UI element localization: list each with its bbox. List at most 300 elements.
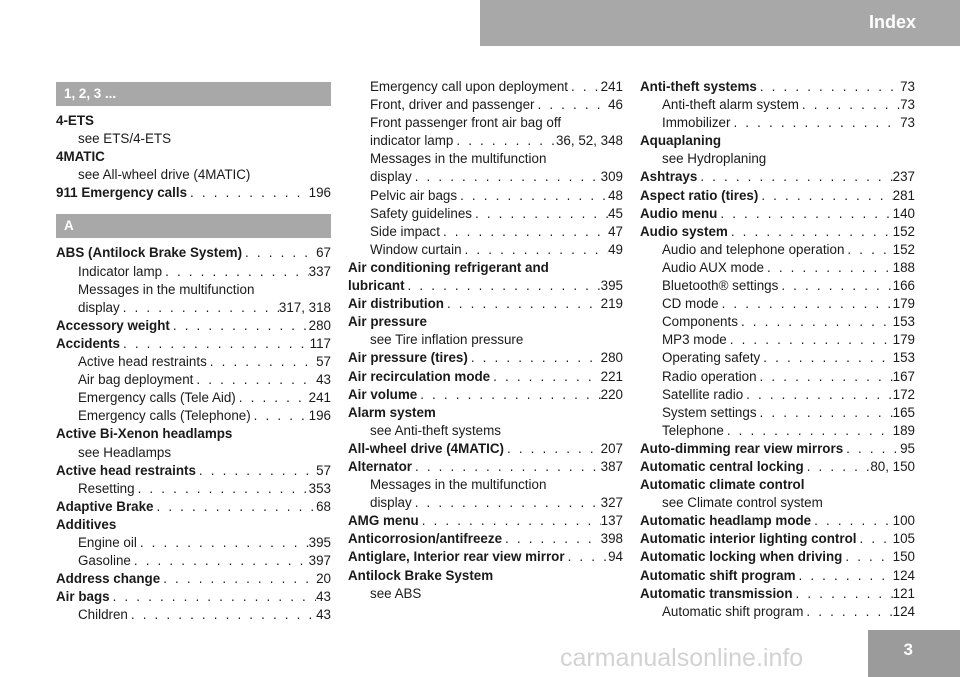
entry-text: Immobilizer — [662, 115, 731, 131]
dot-leader — [799, 96, 900, 114]
page-reference: 95 — [900, 440, 915, 456]
index-subentry — [56, 166, 331, 184]
entry-text: Front, driver and passenger — [370, 97, 535, 113]
dot-leader — [242, 244, 316, 262]
dot-leader — [472, 205, 608, 223]
dot-leader — [457, 187, 608, 205]
index-entry — [640, 512, 915, 530]
index-subentry — [348, 114, 623, 132]
index-entry — [348, 530, 623, 548]
entry-text: Anti-theft alarm system — [662, 97, 799, 113]
dot-leader — [137, 534, 309, 552]
page-reference: 105 — [892, 531, 915, 547]
dot-leader — [728, 223, 893, 241]
entry-text: Children — [78, 607, 128, 623]
page-reference: 48 — [608, 187, 623, 203]
index-subentry — [348, 78, 623, 96]
index-entry — [348, 313, 623, 331]
dot-leader — [757, 78, 900, 96]
page-reference: 189 — [892, 422, 915, 438]
index-subentry — [640, 295, 915, 313]
dot-leader — [568, 78, 601, 96]
entry-text: Anti-theft systems — [640, 79, 757, 94]
index-entry — [640, 223, 915, 241]
index-entry — [348, 349, 623, 367]
dot-leader — [697, 168, 892, 186]
section-heading: 1, 2, 3 ... — [56, 82, 331, 106]
index-subentry — [348, 476, 623, 494]
dot-leader — [187, 184, 309, 202]
index-subentry — [640, 386, 915, 404]
entry-text: Active head restraints — [78, 354, 207, 370]
index-subentry — [640, 313, 915, 331]
page-reference: 57 — [316, 354, 331, 370]
entry-text: see Headlamps — [78, 444, 172, 460]
page-reference: 397 — [308, 553, 331, 569]
index-subentry — [640, 368, 915, 386]
entry-text: CD mode — [662, 296, 719, 312]
dot-leader — [196, 462, 316, 480]
dot-leader — [565, 548, 609, 566]
entry-text: MP3 mode — [662, 332, 727, 348]
index-subentry — [640, 603, 915, 621]
dot-leader — [131, 552, 309, 570]
page-reference: 219 — [600, 296, 623, 312]
dot-leader — [444, 295, 601, 313]
index-entry — [56, 148, 331, 166]
dot-leader — [236, 389, 309, 407]
entry-text: see All-wheel drive (4MATIC) — [78, 167, 251, 183]
page-reference: 137 — [600, 513, 623, 529]
index-subentry — [348, 223, 623, 241]
dot-leader — [719, 295, 893, 313]
entry-text: Automatic headlamp mode — [640, 513, 812, 529]
index-subentry — [348, 150, 623, 168]
entry-text: Gasoline — [78, 553, 131, 569]
page-reference: 337 — [308, 263, 331, 279]
dot-leader — [417, 386, 600, 404]
page-reference: 153 — [892, 314, 915, 330]
page-reference: 67 — [316, 245, 331, 261]
entry-text: 4-ETS — [56, 113, 94, 128]
page-reference: 395 — [600, 278, 623, 294]
dot-leader — [412, 168, 601, 186]
index-entry — [348, 548, 623, 566]
dot-leader — [793, 585, 893, 603]
dot-leader — [717, 205, 892, 223]
page-reference: 317, 318 — [278, 299, 331, 315]
entry-text: Automatic shift program — [640, 567, 796, 583]
page-reference: 117 — [309, 335, 331, 351]
index-column-1 — [56, 82, 331, 624]
entry-text: indicator lamp — [370, 133, 454, 149]
entry-text: Ashtrays — [640, 169, 698, 185]
entry-text: Operating safety — [662, 350, 761, 366]
entry-text: Engine oil — [78, 534, 137, 550]
dot-leader — [162, 263, 309, 281]
index-subentry — [640, 494, 915, 512]
index-subentry — [56, 407, 331, 425]
entry-text: Emergency call upon deployment — [370, 79, 568, 94]
entry-text: Automatic interior lighting control — [640, 531, 857, 547]
index-entry — [348, 404, 623, 422]
index-subentry — [640, 404, 915, 422]
dot-leader — [251, 407, 309, 425]
page-reference: 207 — [600, 440, 623, 456]
page-reference: 387 — [600, 458, 623, 474]
entry-text: Alarm system — [348, 404, 436, 420]
page-reference: 309 — [600, 169, 623, 185]
index-subentry — [348, 205, 623, 223]
entry-text: Automatic shift program — [662, 603, 804, 619]
page-reference: 124 — [892, 567, 915, 583]
entry-text: Audio system — [640, 223, 728, 239]
entry-text: Air volume — [348, 386, 418, 402]
index-subentry — [348, 168, 623, 186]
entry-text: lubricant — [348, 278, 405, 294]
entry-text: Antilock Brake System — [348, 567, 494, 583]
index-column-3 — [640, 78, 915, 621]
index-entry — [640, 585, 915, 603]
page-reference: 100 — [892, 513, 915, 529]
index-entry — [640, 440, 915, 458]
page-reference: 121 — [892, 585, 915, 601]
entry-text: Audio and telephone operation — [662, 241, 845, 257]
dot-leader — [207, 353, 316, 371]
dot-leader — [757, 404, 893, 422]
entry-text: Window curtain — [370, 241, 462, 257]
index-subentry — [56, 552, 331, 570]
entry-text: Aquaplaning — [640, 133, 722, 149]
dot-leader — [842, 548, 892, 566]
index-entry — [56, 588, 331, 606]
entry-text: Side impact — [370, 223, 440, 239]
entry-text: Air bag deployment — [78, 372, 194, 388]
index-subentry — [640, 96, 915, 114]
page-reference: 150 — [892, 549, 915, 565]
index-entry — [348, 440, 623, 458]
page-reference: 68 — [316, 498, 331, 514]
index-entry — [640, 458, 915, 476]
index-entry — [348, 458, 623, 476]
index-entry — [56, 498, 331, 516]
entry-text: Bluetooth® settings — [662, 278, 779, 294]
page-reference: 179 — [892, 332, 915, 348]
page-reference: 221 — [600, 368, 623, 384]
index-column-2 — [348, 78, 623, 603]
entry-text: see Hydroplaning — [662, 151, 767, 167]
index-subentry — [348, 494, 623, 512]
entry-text: Telephone — [662, 422, 724, 438]
index-subentry — [56, 606, 331, 624]
index-entry — [640, 205, 915, 223]
entry-text: Aspect ratio (tires) — [640, 187, 759, 203]
index-subentry — [348, 96, 623, 114]
page-reference: 172 — [892, 386, 915, 402]
entry-text: Air pressure (tires) — [348, 350, 468, 366]
page-reference: 280 — [600, 350, 623, 366]
dot-leader — [504, 440, 601, 458]
dot-leader — [412, 458, 601, 476]
page-reference: 43 — [316, 589, 331, 605]
entry-text: AMG menu — [348, 513, 419, 529]
dot-leader — [738, 313, 893, 331]
entry-text: System settings — [662, 404, 757, 420]
entry-text: Messages in the multifunction — [370, 151, 547, 167]
page-reference: 166 — [892, 278, 915, 294]
index-subentry — [56, 353, 331, 371]
page-reference: 80, 150 — [870, 458, 915, 474]
page-number: 3 — [903, 640, 913, 659]
dot-leader — [405, 277, 601, 295]
page-reference: 167 — [892, 368, 915, 384]
entry-text: Automatic climate control — [640, 477, 805, 493]
entry-text: Pelvic air bags — [370, 187, 458, 203]
entry-text: see Tire inflation pressure — [370, 332, 524, 348]
entry-text: 911 Emergency calls — [56, 185, 188, 201]
entry-text: Air bags — [56, 589, 110, 605]
page-reference: 73 — [900, 115, 915, 131]
dot-leader — [120, 335, 310, 353]
page-reference: 395 — [308, 534, 331, 550]
page-reference: 241 — [600, 79, 623, 94]
index-subentry — [640, 150, 915, 168]
index-entry — [348, 259, 623, 277]
page-reference: 73 — [900, 79, 915, 94]
entry-text: Messages in the multifunction — [370, 477, 547, 493]
page-reference: 280 — [308, 317, 331, 333]
index-entry — [56, 516, 331, 534]
page-number-box — [868, 630, 960, 677]
index-entry — [640, 548, 915, 566]
page-reference: 281 — [892, 187, 915, 203]
entry-text: Accessory weight — [56, 317, 170, 333]
entry-text: Emergency calls (Tele Aid) — [78, 390, 236, 406]
dot-leader — [170, 317, 309, 335]
index-subentry — [348, 241, 623, 259]
dot-leader — [803, 603, 892, 621]
index-entry — [640, 132, 915, 150]
dot-leader — [468, 349, 601, 367]
index-entry — [348, 512, 623, 530]
entry-text: Active head restraints — [56, 462, 196, 478]
index-subentry — [348, 187, 623, 205]
dot-leader — [844, 241, 892, 259]
index-entry — [640, 187, 915, 205]
dot-leader — [412, 494, 601, 512]
index-entry — [640, 476, 915, 494]
dot-leader — [154, 498, 317, 516]
page-reference: 45 — [608, 205, 623, 221]
index-entry — [56, 112, 331, 130]
entry-text: Anticorrosion/antifreeze — [348, 531, 503, 547]
index-entry — [56, 462, 331, 480]
index-subentry — [640, 422, 915, 440]
entry-text: Air recirculation mode — [348, 368, 491, 384]
dot-leader — [758, 187, 892, 205]
index-subentry — [56, 299, 331, 317]
dot-leader — [535, 96, 609, 114]
page-reference: 152 — [892, 241, 915, 257]
entry-text: Components — [662, 314, 738, 330]
index-subentry — [640, 277, 915, 295]
index-subentry — [348, 132, 623, 150]
entry-text: Satellite radio — [662, 386, 744, 402]
index-entry — [348, 386, 623, 404]
page-reference: 47 — [608, 223, 623, 239]
entry-text: Audio menu — [640, 205, 718, 221]
entry-text: Audio AUX mode — [662, 259, 764, 275]
index-entry — [56, 244, 331, 262]
page-reference: 353 — [308, 480, 331, 496]
page-reference: 241 — [308, 390, 331, 406]
index-subentry — [56, 371, 331, 389]
index-entry — [348, 277, 623, 295]
entry-text: Additives — [56, 516, 117, 532]
entry-text: Air pressure — [348, 314, 427, 330]
index-subentry — [640, 241, 915, 259]
dot-leader — [440, 223, 608, 241]
entry-text: Active Bi-Xenon headlamps — [56, 426, 233, 442]
dot-leader — [730, 114, 900, 132]
index-subentry — [348, 422, 623, 440]
dot-leader — [120, 299, 279, 317]
index-subentry — [56, 130, 331, 148]
index-subentry — [640, 331, 915, 349]
entry-text: Adaptive Brake — [56, 498, 154, 514]
page-reference: 188 — [892, 259, 915, 275]
dot-leader — [128, 606, 316, 624]
page-reference: 36, 52, 348 — [555, 133, 623, 149]
entry-text: Resetting — [78, 480, 135, 496]
page-reference: 327 — [600, 495, 623, 511]
entry-text: ABS (Antilock Brake System) — [56, 245, 243, 261]
page-reference: 165 — [892, 404, 915, 420]
index-entry — [348, 368, 623, 386]
entry-text: Antiglare, Interior rear view mirror — [348, 549, 565, 565]
index-subentry — [348, 331, 623, 349]
index-subentry — [56, 281, 331, 299]
entry-text: see ETS/4-ETS — [78, 131, 172, 147]
page-reference: 73 — [900, 97, 915, 113]
dot-leader — [110, 588, 317, 606]
page-reference: 46 — [608, 97, 623, 113]
page-reference: 398 — [600, 531, 623, 547]
index-subentry — [56, 389, 331, 407]
page-reference: 179 — [892, 296, 915, 312]
index-subentry — [56, 263, 331, 281]
dot-leader — [760, 349, 892, 367]
dot-leader — [724, 422, 893, 440]
dot-leader — [843, 440, 900, 458]
entry-text: see ABS — [370, 585, 422, 601]
page-reference: 196 — [308, 185, 331, 201]
dot-leader — [804, 458, 871, 476]
index-entry — [56, 317, 331, 335]
index-entry — [348, 295, 623, 313]
index-subentry — [640, 259, 915, 277]
index-entry — [56, 425, 331, 443]
dot-leader — [743, 386, 893, 404]
entry-text: see Anti-theft systems — [370, 422, 501, 438]
index-subentry — [56, 534, 331, 552]
index-entry — [348, 567, 623, 585]
entry-text: Alternator — [348, 458, 412, 474]
dot-leader — [811, 512, 893, 530]
dot-leader — [778, 277, 892, 295]
entry-text: Air conditioning refrigerant and — [348, 259, 549, 275]
dot-leader — [757, 368, 893, 386]
dot-leader — [160, 570, 316, 588]
entry-text: Automatic transmission — [640, 585, 793, 601]
page-reference: 237 — [892, 169, 915, 185]
entry-text: display — [78, 299, 120, 315]
section-heading: A — [56, 214, 331, 238]
entry-text: 4MATIC — [56, 149, 105, 165]
entry-text: Accidents — [56, 335, 120, 351]
page-reference: 43 — [316, 607, 331, 623]
index-subentry — [640, 349, 915, 367]
dot-leader — [796, 567, 893, 585]
page-reference: 57 — [316, 462, 331, 478]
page-reference: 43 — [316, 372, 331, 388]
page-reference: 49 — [608, 241, 623, 257]
entry-text: Indicator lamp — [78, 263, 163, 279]
watermark: carmanualsonline.info — [560, 644, 804, 672]
entry-text: All-wheel drive (4MATIC) — [348, 440, 504, 456]
dot-leader — [764, 259, 893, 277]
entry-text: Automatic locking when driving — [640, 549, 843, 565]
index-entry — [56, 184, 331, 202]
entry-text: display — [370, 169, 412, 185]
index-entry — [640, 78, 915, 96]
dot-leader — [419, 512, 601, 530]
index-entry — [640, 567, 915, 585]
index-entry — [56, 335, 331, 353]
page-reference: 140 — [892, 205, 915, 221]
entry-text: Emergency calls (Telephone) — [78, 408, 251, 424]
page-reference: 196 — [308, 408, 331, 424]
entry-text: display — [370, 495, 412, 511]
entry-text: Messages in the multifunction — [78, 281, 255, 297]
index-subentry — [348, 585, 623, 603]
index-entry — [640, 530, 915, 548]
page-reference: 153 — [892, 350, 915, 366]
entry-text: Address change — [56, 571, 161, 587]
entry-text: see Climate control system — [662, 495, 823, 511]
dot-leader — [502, 530, 601, 548]
header-tab — [480, 0, 960, 46]
page-title: Index — [868, 12, 916, 32]
entry-text: Radio operation — [662, 368, 757, 384]
dot-leader — [727, 331, 893, 349]
dot-leader — [453, 132, 556, 150]
page-reference: 124 — [892, 603, 915, 619]
index-subentry — [640, 114, 915, 132]
index-subentry — [56, 480, 331, 498]
index-entry — [640, 168, 915, 186]
entry-text: Automatic central locking — [640, 458, 804, 474]
page-reference: 152 — [892, 223, 915, 239]
page-reference: 20 — [316, 571, 331, 587]
dot-leader — [193, 371, 316, 389]
dot-leader — [462, 241, 609, 259]
page-reference: 94 — [608, 549, 623, 565]
dot-leader — [490, 368, 601, 386]
entry-text: Safety guidelines — [370, 205, 472, 221]
dot-leader — [856, 530, 892, 548]
entry-text: Air distribution — [348, 296, 444, 312]
